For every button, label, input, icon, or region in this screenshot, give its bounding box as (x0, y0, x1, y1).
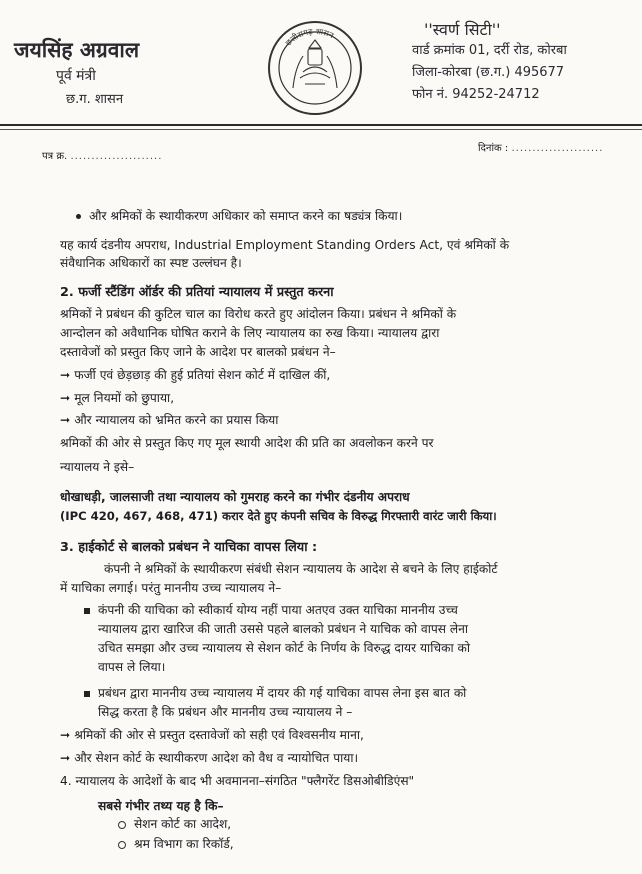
body-line: सिद्ध करता है कि प्रबंधन और माननीय उच्च न्यायालय ने – (98, 705, 353, 719)
letterhead-district: जिला-कोरबा (छ.ग.) 495677 (412, 65, 565, 80)
circle-bullet-text: सेशन कोर्ट का आदेश, (134, 817, 232, 831)
square-bullet-icon (84, 691, 90, 697)
circle-bullet-item (118, 835, 234, 854)
arrow-icon: ➞ (60, 391, 71, 405)
body-text: और श्रमिकों के स्थायीकरण अधिकार को समाप्त करने का षड्यंत्र किया। (89, 209, 403, 223)
header-divider (0, 124, 642, 126)
body-line: श्रमिकों ने प्रबंधन की कुटिल चाल का विरोध करते हुए आंदोलन किया। प्रबंधन ने श्रमिकों के (60, 307, 457, 321)
government-seal-icon (265, 18, 365, 118)
body-line: आन्दोलन को अवैधानिक घोषित कराने के लिए न्यायालय का रुख किया। न्यायालय द्वारा (60, 326, 440, 340)
bullet-line-1 (76, 207, 402, 226)
arrow-icon: ➞ (60, 368, 71, 382)
arrow-item-text: मूल नियमों को छुपाया, (74, 391, 175, 405)
arrow-item-text: और न्यायालय को भ्रमित करने का प्रयास किया (74, 413, 279, 427)
letterhead-name: जयसिंह अग्रवाल (14, 38, 140, 62)
body-line: श्रमिकों की ओर से प्रस्तुत किए गए मूल स्थायी आदेश की प्रति का अवलोकन करने पर (60, 436, 434, 450)
letterhead-designation: पूर्व मंत्री (56, 68, 96, 84)
body-line-bold: (IPC 420, 467, 468, 471) करार देते हुए कंपनी सचिव के विरुद्ध गिरफ्तारी वारंट जारी किया। (60, 509, 497, 523)
arrow-item-text: और सेशन कोर्ट के स्थायीकरण आदेश को वैध व न्यायोचित पाया। (74, 751, 359, 765)
arrow-item (60, 389, 174, 408)
arrow-item (60, 366, 330, 385)
letter-number-label: पत्र क्र. (42, 151, 68, 162)
date-dots: ...................... (511, 143, 604, 154)
letterhead-address: वार्ड क्रमांक 01, दर्री रोड, कोरबा (412, 43, 567, 58)
square-bullet-icon (84, 608, 90, 614)
section-heading-2: 2. फर्जी स्टैंडिंग ऑर्डर की प्रतियां न्यायालय में प्रस्तुत करना (60, 285, 334, 300)
body-line-bold: सबसे गंभीर तथ्य यह है कि– (98, 799, 224, 813)
letter-date (478, 140, 603, 154)
body-line: संवैधानिक अधिकारों का स्पष्ट उल्लंघन है। (60, 256, 242, 270)
arrow-icon: ➞ (60, 413, 71, 427)
arrow-item-text: श्रमिकों की ओर से प्रस्तुत दस्तावेजों को सही एवं विश्वसनीय माना, (74, 728, 364, 742)
letterhead-phone: फोन नं. 94252-24712 (412, 87, 540, 102)
arrow-icon: ➞ (60, 728, 71, 742)
square-bullet-text: कंपनी की याचिका को स्वीकार्य योग्य नहीं पाया अतएव उक्त याचिका माननीय उच्च (98, 603, 458, 617)
body-line: वापस ले लिया। (98, 660, 166, 674)
svg-text:छत्तीसगढ़ शासन (284, 27, 336, 48)
circle-bullet-item (118, 815, 231, 834)
arrow-item (60, 749, 358, 768)
header-divider-thin (0, 129, 642, 130)
arrow-item (60, 726, 364, 745)
letter-number-dots: ...................... (70, 151, 163, 162)
square-bullet-text: प्रबंधन द्वारा माननीय उच्च न्यायालय में दायर की गई याचिका वापस लेना इस बात को (98, 686, 467, 700)
body-line: में याचिका लगाई। परंतु माननीय उच्च न्यायालय ने– (60, 581, 282, 595)
section-heading-3: 3. हाईकोर्ट से बालको प्रबंधन ने याचिका वापस लिया : (60, 540, 318, 555)
date-label: दिनांक : (478, 143, 509, 154)
body-line: कंपनी ने श्रमिकों के स्थायीकरण संबंधी सेशन न्यायालय के आदेश से बचने के लिए हाईकोर्ट (104, 562, 498, 576)
letterhead-government: छ.ग. शासन (66, 92, 124, 107)
arrow-item-text: फर्जी एवं छेड़छाड़ की हुई प्रतियां सेशन कोर्ट में दाखिल कीं, (74, 368, 331, 382)
letter-number (42, 148, 162, 162)
square-bullet-item (84, 601, 458, 620)
arrow-icon: ➞ (60, 751, 71, 765)
body-line: न्यायालय ने इसे– (60, 460, 135, 474)
seal-text: छत्तीसगढ़ शासन (283, 26, 336, 48)
body-line-bold: धोखाधड़ी, जालसाजी तथा न्यायालय को गुमराह करने का गंभीर दंडनीय अपराध (60, 490, 410, 504)
body-line: न्यायालय द्वारा खारिज की जाती उससे पहले बालको प्रबंधन ने याचिक को वापस लेना (98, 622, 469, 636)
circle-bullet-icon (118, 841, 126, 849)
circle-bullet-text: श्रम विभाग का रिकॉर्ड, (134, 837, 234, 851)
arrow-item (60, 411, 278, 430)
letterhead-residence: ''स्वर्ण सिटी'' (424, 20, 501, 39)
body-line: उचित समझा और उच्च न्यायालय से सेशन कोर्ट के निर्णय के विरुद्ध दायर याचिका को (98, 641, 470, 655)
bullet-icon (76, 214, 81, 219)
body-line: दस्तावेजों को प्रस्तुत किए जाने के आदेश पर बालको प्रबंधन ने– (60, 345, 336, 359)
square-bullet-item (84, 684, 466, 703)
section-heading-4: 4. न्यायालय के आदेशों के बाद भी अवमानना–संगठित "फ्लैगरेंट डिसओबीडिएंस" (60, 774, 415, 788)
body-line: यह कार्य दंडनीय अपराध, Industrial Employment Standing Orders Act, एवं श्रमिकों के (60, 238, 510, 252)
circle-bullet-icon (118, 821, 126, 829)
